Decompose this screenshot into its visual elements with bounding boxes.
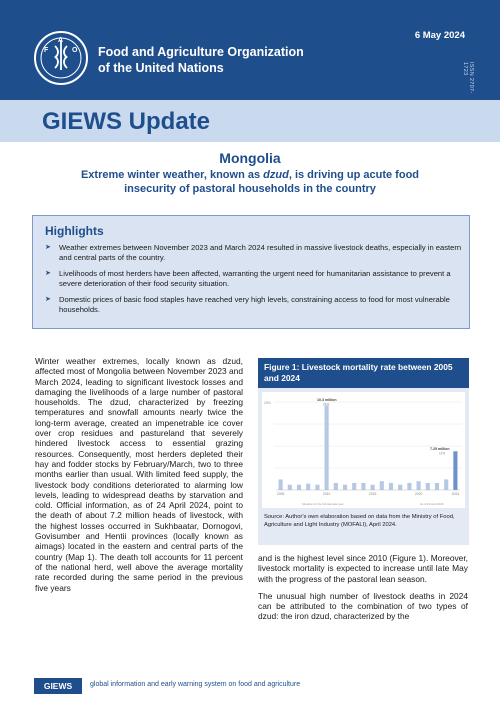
footer — [0, 674, 500, 698]
bar-2007 — [297, 485, 301, 490]
x-tick-label: 2020 — [414, 492, 423, 496]
arrow-bullet-icon: ➤ — [45, 244, 51, 251]
subtitle-part-1: Extreme winter weather, known as — [80, 169, 264, 181]
publication-date: 6 May 2024 — [414, 30, 465, 41]
bar-2006 — [288, 485, 292, 490]
highlight-item — [45, 269, 463, 289]
bar-2018 — [398, 485, 402, 490]
issn-number: ISSN 2707-1723 — [462, 62, 474, 94]
chart-note-left: Situation for the full calendar year — [302, 502, 344, 506]
bar-2013 — [352, 483, 356, 490]
bar-2016 — [380, 481, 384, 490]
bar-2021 — [426, 483, 430, 490]
label-2024-value: 7.25 million — [430, 447, 450, 451]
bar-2009 — [315, 485, 319, 490]
x-tick-label: 2005 — [276, 492, 285, 496]
fao-logo-icon — [33, 30, 89, 86]
report-subtitle — [60, 168, 440, 196]
bar-2005 — [279, 479, 283, 490]
subtitle-part-2: , is driving up acute food insecurity of pastoral households in the country — [124, 169, 420, 195]
body-paragraph: and is the highest level since 2010 (Figure 1). Moreover, livestock mortality is expected to increase until late May with the progress of the pastoral lean season. — [258, 553, 468, 584]
highlights-list — [45, 243, 463, 321]
highlight-text: Domestic prices of basic food staples have reached very high levels, constraining access to food for most vulnerable households. — [59, 295, 450, 314]
svg-text:A: A — [58, 37, 64, 44]
body-paragraph: The unusual high number of livestock deaths in 2024 can be attributed to the combination of two types of dzud: the iron dzud, characterized by the — [258, 590, 468, 622]
svg-text:F: F — [44, 47, 49, 54]
highlights-box — [32, 215, 470, 329]
arrow-bullet-icon: ➤ — [45, 296, 51, 303]
livestock-mortality-chart — [262, 392, 465, 508]
x-tick-label: 2015 — [368, 492, 377, 496]
highlight-item — [45, 243, 463, 263]
y-tick-label: 25% — [264, 401, 272, 405]
label-2024-percent: 11% — [439, 451, 446, 456]
x-axis-ticks — [277, 492, 459, 496]
org-line-1: Food and Agriculture Organization — [98, 45, 304, 59]
bar-2014 — [361, 483, 365, 490]
svg-text:O: O — [72, 47, 78, 54]
bar-2012 — [343, 485, 347, 490]
highlight-item — [45, 295, 463, 315]
footer-giews-tag: GIEWS — [34, 678, 82, 694]
subtitle-italic-term: dzud — [263, 169, 289, 181]
x-tick-label: 2010 — [322, 492, 331, 496]
footer-tagline: global information and early warning system on food and agriculture — [90, 681, 301, 688]
figure-source: Source: Author's own elaboration based on data from the Ministry of Food, Agriculture and Light Industry (MOFALI), April 2024. — [264, 514, 455, 528]
figure-1 — [258, 358, 469, 545]
arrow-bullet-icon: ➤ — [45, 270, 51, 277]
highlights-heading: Highlights — [45, 224, 104, 238]
body-paragraph: Winter weather extremes, locally known as dzud, affected most of Mongolia between November 2023 and March 2024, leading to significant livestock losses and damaging the livelihoods of a large number of pastoral households. The dzud, characterized by freezing temperatures and snowfall amounts nearly twice the long-term average, created an impenetrable ice cover over crop residues and pastureland that severely hindered livestock access to essential grazing resources. Consequently, most herders depleted their hay and fodder stocks by February/March, two to three months earlier than usual. With limited feed supply, the livestock body conditions deteriorated to alarming low levels, leading to widespread deaths by starvation and cold. Official information, as of 24 April 2024, point to the death of about 7.2 million heads of livestock, with the highest losses occurred in Sukhbaatar, Dornogovi, Govisumber and Hentii provinces (locally known as aimags) located in the eastern and central parts of the country (Map 1). The death toll accounts for 11 percent of the national herd, well above the average mortality rate recorded during the same period in the previous five years — [35, 356, 243, 593]
bar-2008 — [306, 484, 310, 490]
highlight-text: Weather extremes between November 2023 and March 2024 resulted in massive livestock deaths, especially in eastern and central parts of the country. — [59, 243, 462, 262]
bar-2020 — [417, 481, 421, 490]
bar-2015 — [371, 485, 375, 490]
body-left-column — [35, 356, 243, 600]
chart-note-right: As of 24 April 2024 — [420, 502, 444, 506]
bar-2017 — [389, 483, 393, 490]
body-right-column — [258, 553, 468, 629]
x-tick-label: 2024 — [451, 492, 460, 496]
organization-name — [98, 44, 304, 76]
bar-2023 — [444, 479, 448, 490]
bar-2024 — [453, 451, 457, 490]
bar-2019 — [407, 483, 411, 490]
bar-2010 — [325, 406, 329, 490]
label-2010-value: 10.3 million — [317, 398, 337, 402]
publication-title: GIEWS Update — [42, 108, 211, 135]
bar-2022 — [435, 483, 439, 490]
bar-2011 — [334, 483, 338, 490]
header-band — [0, 0, 500, 100]
label-2010-percent: 24% — [323, 402, 330, 407]
org-line-2: of the United Nations — [98, 61, 224, 75]
title-band — [0, 100, 500, 142]
figure-title: Figure 1: Livestock mortality rate between 2005 and 2024 — [258, 358, 469, 388]
country-heading: Mongolia — [219, 150, 281, 166]
highlight-text: Livelihoods of most herders have been affected, warranting the urgent need for humanitarian assistance to prevent a severe deterioration of their food security situation. — [59, 269, 451, 288]
